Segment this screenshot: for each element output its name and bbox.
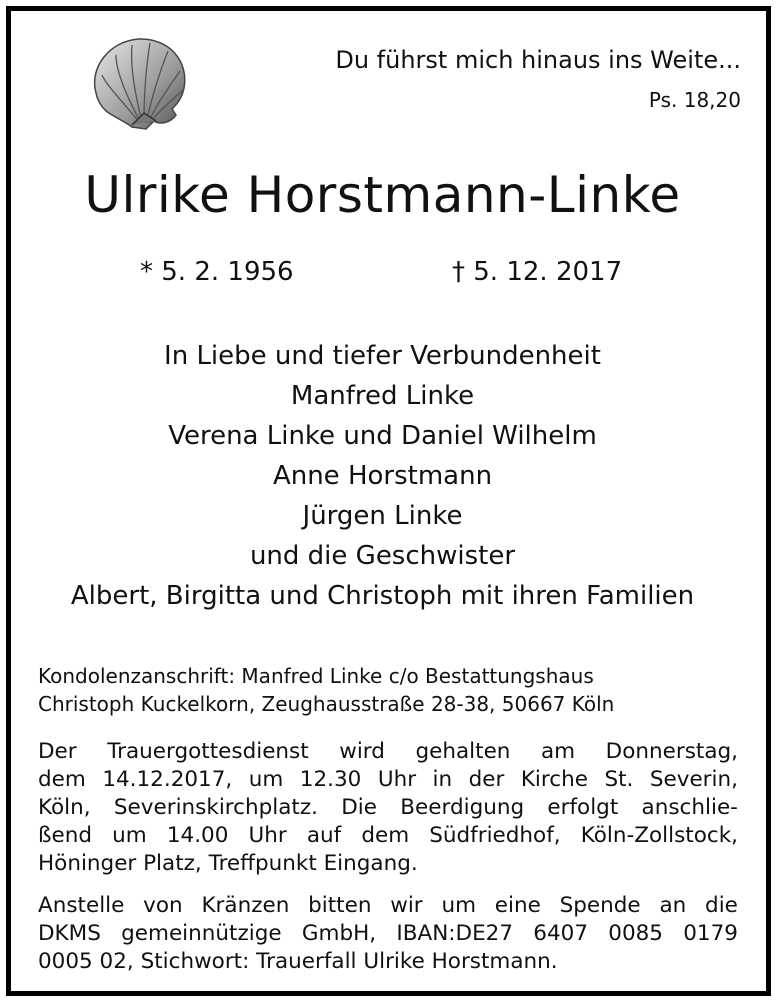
service-line (38, 794, 738, 822)
word: eine (494, 893, 541, 918)
word: um (112, 823, 147, 848)
mourner-line: Anne Horstmann (272, 461, 493, 491)
word: auf (306, 823, 342, 848)
word: IBAN:DE27 (396, 921, 514, 946)
word: 12.30 (299, 767, 362, 792)
word: Beerdigung (400, 795, 525, 820)
word: wir (390, 893, 423, 918)
condolence-line: Kondolenzanschrift: Manfred Linke c/o Bestattungshaus (38, 664, 594, 688)
word: GmbH, (301, 921, 377, 946)
word: um (248, 767, 284, 792)
birth-date: * 5. 2. 1956 (140, 257, 294, 287)
donation-line: 0005 02, Stichwort: Trauerfall Ulrike Horstmann. (38, 949, 558, 974)
donation-info (38, 892, 738, 976)
word: DKMS (38, 921, 101, 946)
condolence-line: Christoph Kuckelkorn, Zeughausstraße 28-38, 50667 Köln (38, 692, 615, 716)
word: Köln, (38, 795, 91, 820)
mourner-line: Jürgen Linke (302, 501, 463, 531)
service-line (38, 822, 738, 850)
word: 0179 (683, 921, 738, 946)
word: Kirche (520, 767, 588, 792)
word: am (540, 739, 576, 764)
service-line: Höninger Platz, Treffpunkt Eingang. (38, 851, 418, 876)
mourner-line: Manfred Linke (290, 381, 475, 411)
mourner-line: In Liebe und tiefer Verbundenheit (164, 341, 601, 371)
donation-line (38, 892, 738, 920)
word: Kränzen (201, 893, 290, 918)
word: anschlie- (641, 795, 738, 820)
word: Uhr (248, 823, 287, 848)
word: dem (38, 767, 86, 792)
word: 14.12.2017, (102, 767, 233, 792)
word: Uhr (377, 767, 417, 792)
service-line (38, 766, 738, 794)
word: Trauergottesdienst (107, 739, 309, 764)
word: Severin, (649, 767, 738, 792)
word: St. (604, 767, 634, 792)
mourner-line: Albert, Birgitta und Christoph mit ihren Familien (70, 581, 695, 611)
donation-line (38, 920, 738, 948)
word: der (468, 767, 505, 792)
word: um (441, 893, 477, 918)
word: dem (361, 823, 410, 848)
word: wird (339, 739, 385, 764)
word: Die (341, 795, 378, 820)
scallop-shell-icon (84, 33, 196, 133)
service-line (38, 738, 738, 766)
bible-quote: Du führst mich hinaus ins Weite... (335, 46, 741, 74)
word: Severinskirchplatz. (113, 795, 318, 820)
word: gehalten (415, 739, 511, 764)
word: von (143, 893, 183, 918)
word: 14.00 (166, 823, 229, 848)
word: 6407 (533, 921, 588, 946)
word: gemeinnützige (121, 921, 282, 946)
word: Donnerstag, (605, 739, 738, 764)
mourners-list (0, 336, 765, 616)
condolence-address (38, 662, 738, 718)
word: bitten (308, 893, 372, 918)
word: die (705, 893, 738, 918)
mourner-line: und die Geschwister (249, 541, 516, 571)
funeral-service-info (38, 738, 738, 878)
word: in (432, 767, 453, 792)
word: Anstelle (38, 893, 125, 918)
mourner-line: Verena Linke und Daniel Wilhelm (168, 421, 597, 451)
bible-quote-reference: Ps. 18,20 (648, 88, 741, 112)
word: Der (38, 739, 77, 764)
word: an (659, 893, 687, 918)
word: 0085 (608, 921, 663, 946)
word: Südfriedhof, (429, 823, 561, 848)
word: ßend (38, 823, 93, 848)
word: Köln-Zollstock, (580, 823, 738, 848)
word: Spende (559, 893, 641, 918)
death-date: † 5. 12. 2017 (452, 257, 623, 287)
deceased-name: Ulrike Horstmann-Linke (84, 166, 681, 224)
word: erfolgt (547, 795, 619, 820)
